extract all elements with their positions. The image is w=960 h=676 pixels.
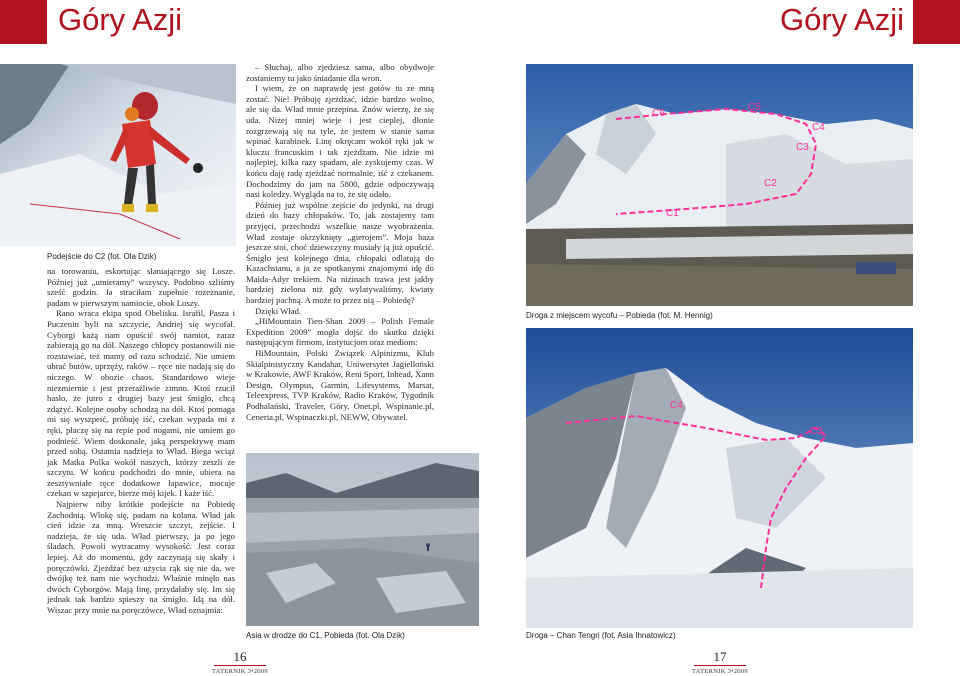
photo-glacier — [246, 453, 479, 626]
footer-divider-right — [694, 665, 746, 666]
footer-divider-left — [214, 665, 266, 666]
route-label: C4 — [812, 122, 825, 133]
article-column-middle — [246, 62, 434, 422]
page-number-left: 16 — [233, 649, 247, 664]
caption-photo-pobieda-route: Droga z miejscem wycofu – Pobieda (fot. M. Hennig) — [526, 311, 713, 320]
photo-pobieda-route — [526, 64, 913, 306]
paragraph: Dzięki Wład. — [255, 305, 302, 316]
magazine-footer-left: TATERNIK 3•2009 — [212, 668, 268, 675]
article-column-left — [47, 266, 235, 616]
photo-climber — [0, 64, 236, 246]
page-title-left: Góry Azji — [58, 2, 183, 37]
caption-photo-glacier: Asia w drodze do C1, Pobieda (fot. Ola Dzik) — [246, 631, 405, 640]
caption-photo-climber: Podejście do C2 (fot. Ola Dzik) — [47, 252, 157, 261]
magazine-footer-right: TATERNIK 3•2009 — [692, 668, 748, 675]
page-number-right: 17 — [713, 649, 727, 664]
caption-photo-chan-tengri-route: Droga – Chan Tengri (fot. Asia Ihnatowicz) — [526, 631, 676, 640]
paragraph: Rano wraca ekipa spod Obelisku. Israfil, Pasza i Puczenin byli na szczycie, Andriej się wycofał. Cyborgi każą nam opuścić swój namiot, zaraz zabierają go na dół. Naszego chłopcy postanowili nie rozstawiać, też mamy od razu schodzić. Nie umiem ubrać butów, uprzęży, raków – ręce nie nadają się do niczego. W obozie chaos. Standardowo wieje niezmiernie i jest przeraźliwie zimno. Ktoś rzucił hasło, że jutro z drugiej bazy jest śmigło, chcą zdążyć. Kolejne osoby schodzą na dół. Ktoś pomaga mi się wyszpeić, próbuję iść, czekan wypada mi z ręki, płaczę się na repie pod nogami, nie umiem go podnieść. Wiem doskonale, jaką perspektywę mam przed sobą. Ostatnia nadzieja to Wład. Biega wciąż jak Matka Polka wokół naszych, którzy zeszli ze szczytu. W końcu podchodzi do mnie, ubiera na zesztywniałe ręce dodatkowe łapawice, mocuje czekan w szpejarce, bierze mój kijek. I każe iść. — [47, 308, 235, 499]
paragraph: „HiMountain Tien-Shan 2009 – Polish Female Expedition 2009” mogła dojść do skutku dzięki następującym firmom, instytucjom oraz mediom: — [246, 316, 434, 348]
page-title-right: Góry Azji — [780, 2, 905, 37]
paragraph: – Słuchaj, albo zjedziesz sama, albo obydwoje zostaniemy tu jako śniadanie dla wron. — [246, 62, 434, 83]
route-label: C1 — [666, 208, 679, 219]
paragraph: I wiem, że on naprawdę jest gotów tu ze mną zostać. Nie! Próbuję zjeżdżać, idzie bardzo wolno, ale się da. Wład mnie przepina. Znów wierzę, że się uda. Niżej mniej wieje i jest cieplej, dłonie rozgrzewają się na tyle, że jestem w stanie sama wpinać karabinek. Linę okręcam wokół ręki jak w kluczu francuskim i tak zjeżdżam. Nie idzie mi najlepiej, kilka razy spadam, ale zyskujemy czas. W końcu daję radę zjeżdżać normalnie, iść z czekanem. Dochodzimy do jam na 5800, gdzie odpoczywają nasi koledzy. Wygląda na to, że się udało. — [246, 83, 434, 200]
paragraph: HiMountain, Polski Związek Alpinizmu, Klub Skialpinistyczny Kandahar, Uniwersytet Jagielloński w Krakowie, AWF Kraków, Reni Sport, Inhead, Xann Design, Olympus, Garmin, Lifesystems, Marsat, Teleexpress, TVP Kraków, Radio Kraków, Tygodnik Podhalański, Traveler, Góry, Onet.pl, Wspinanie.pl, Ceneria.pl, Wspinaczki.pl, NEWW, Obywatel. — [246, 348, 434, 422]
header-band-left — [0, 0, 47, 44]
paragraph: Później już wspólne zejście do jedynki, na drugi dzień do bazy chłopaków. To, jak zostajemy tam przyjęci, przechodzi wszelkie nasze wyobrażenia. Wład zostaje okrzyknięty „gierojem”. Moja baza jeszcze stoi, choć dziewczyny musiały ją już opuścić. Śmigło jest kolejnego dnia, chłopaki odlatują do Kazachstanu, a ja ze spotkanymi znajomymi idę do Maida-Adyr trekiem. Na nizinach trawa jest jakby bardziej zielona niż gdy wylatywaliśmy, kwiaty bardziej pachną. A może to przez nią – Pobiedę? — [246, 199, 434, 306]
paragraph: na torowaniu, eskortując słaniającego się Losze. Później już „umieramy” wszyscy. Podobno szliśmy sześć godzin. Ja straciłam zupełnie rozeznanie, padam w pierwszym namiocie, obok Loszy. — [47, 266, 235, 308]
paragraph: Najpierw niby krótkie podejście na Pobiedę Zachodnią. Wlokę się, padam na kolana. Wład jak cień idzie za mną. Wreszcie szczyt, zejście. I nadzieja, że się uda. Wład pierwszy, ja po jego śladach. Powoli wytracamy wysokość. Jest coraz lepiej. Aż do momentu, gdy zaczynają się skały i poręczówki. Zjeżdżać bez użycia rąk się nie da, we dwójkę też nam nie wychodzi. Właśnie minęło nas dwóch Cyborgów. Mają linę, przydałaby się. Im się jednak tak bardzo spieszy na śmigło. Idą na dół. Wiszac przy mnie na poręczówce, Wład oznajmia: — [47, 499, 235, 615]
header-band-right — [913, 0, 960, 44]
route-label: C4 — [670, 400, 683, 411]
photo-chan-tengri-route — [526, 328, 913, 628]
route-label: C6 — [652, 108, 665, 119]
route-label: C3 — [796, 142, 809, 153]
route-label: C3 — [810, 426, 823, 437]
route-label: C5 — [748, 102, 761, 113]
route-label: C2 — [764, 178, 777, 189]
